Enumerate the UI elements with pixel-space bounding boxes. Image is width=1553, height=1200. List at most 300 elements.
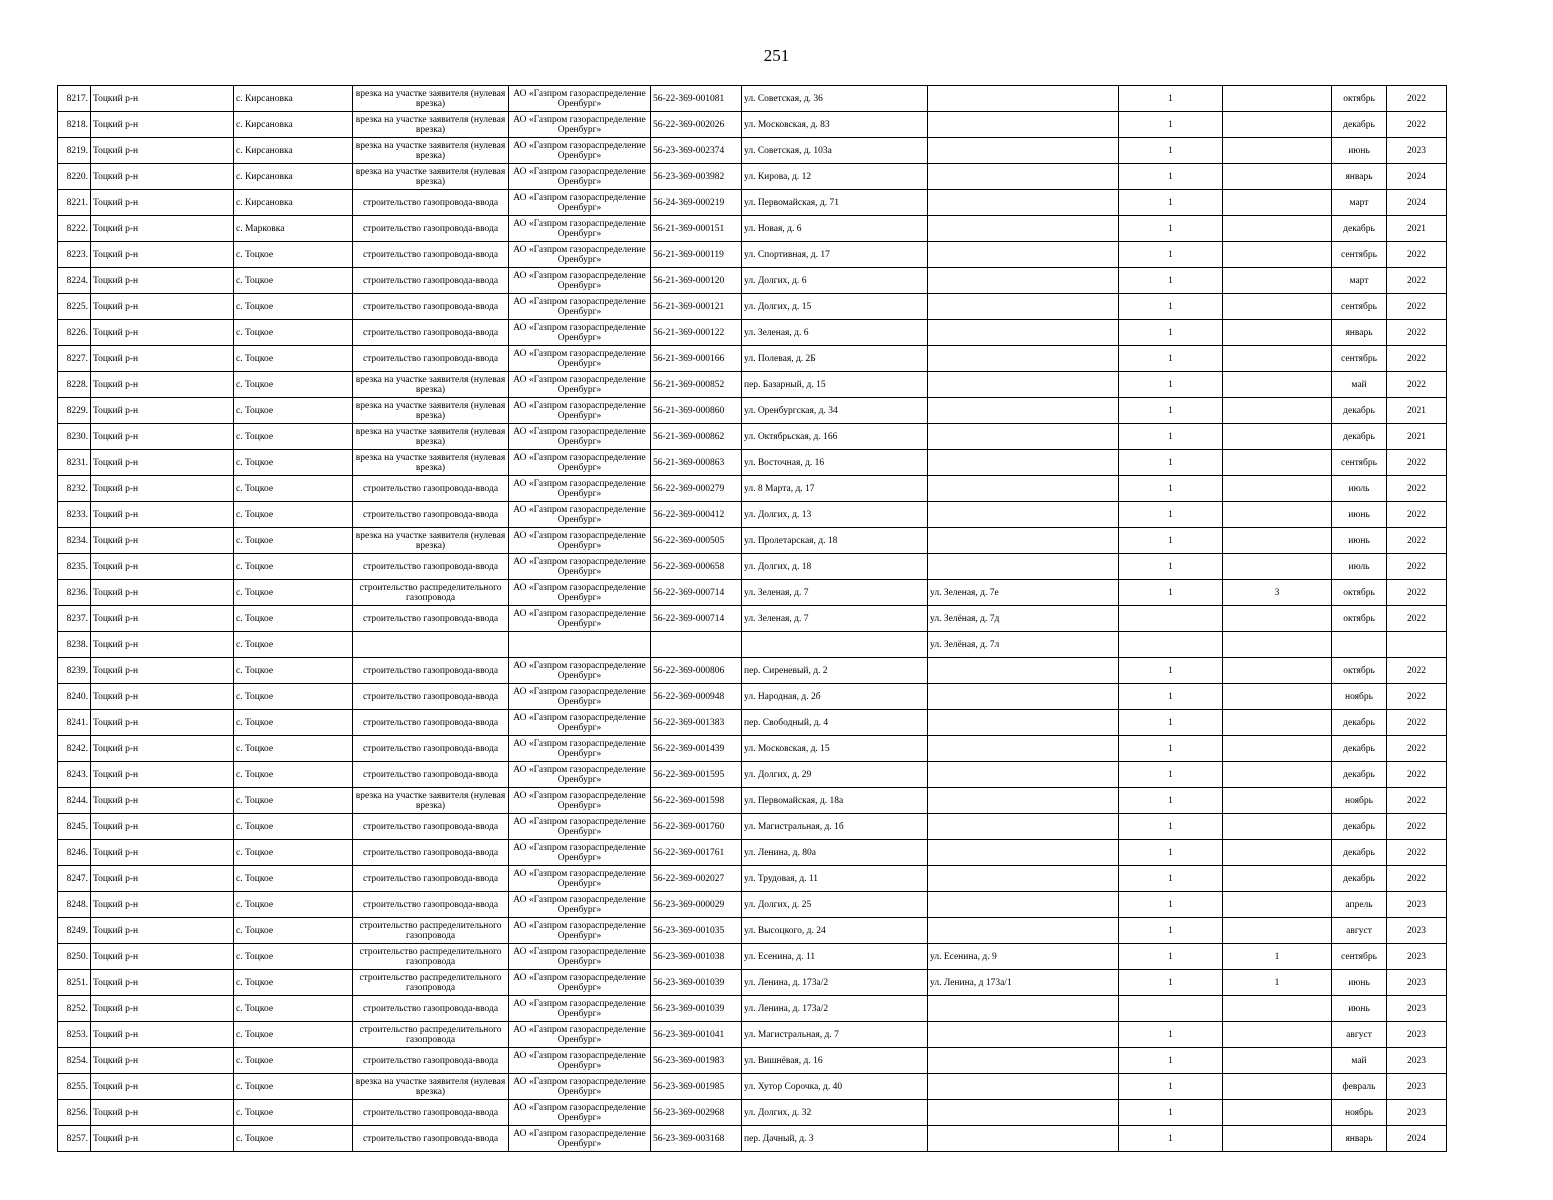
organization-cell: АО «Газпром газораспределение Оренбург» [509,242,651,268]
address-cell: ул. Советская, д. 103а [742,138,928,164]
work-type-cell: врезка на участке заявителя (нулевая врезка) [353,112,509,138]
table-row [58,996,1447,1022]
work-type-cell: строительство газопровода-ввода [353,268,509,294]
application-code-cell: 56-23-369-003168 [651,1126,742,1152]
additional-count-cell [1223,1100,1332,1126]
count-cell: 1 [1119,372,1223,398]
additional-count-cell [1223,1022,1332,1048]
additional-address-cell [928,268,1119,294]
address-cell: ул. Зеленая, д. 7 [742,580,928,606]
work-type-cell: врезка на участке заявителя (нулевая врезка) [353,372,509,398]
count-cell: 1 [1119,1074,1223,1100]
year-cell: 2024 [1387,1126,1447,1152]
month-cell: декабрь [1332,814,1387,840]
year-cell: 2022 [1387,684,1447,710]
district-cell: Тоцкий р-н [91,840,234,866]
additional-address-cell [928,112,1119,138]
village-cell: с. Тоцкое [234,398,353,424]
work-type-cell: строительство газопровода-ввода [353,762,509,788]
organization-cell: АО «Газпром газораспределение Оренбург» [509,1022,651,1048]
application-code-cell: 56-22-369-000806 [651,658,742,684]
additional-count-cell [1223,372,1332,398]
additional-count-cell [1223,658,1332,684]
work-type-cell: строительство газопровода-ввода [353,840,509,866]
work-type-cell: строительство газопровода-ввода [353,1048,509,1074]
work-type-cell: строительство газопровода-ввода [353,606,509,632]
organization-cell: АО «Газпром газораспределение Оренбург» [509,86,651,112]
organization-cell: АО «Газпром газораспределение Оренбург» [509,580,651,606]
work-type-cell: строительство газопровода-ввода [353,736,509,762]
additional-count-cell [1223,268,1332,294]
year-cell: 2024 [1387,190,1447,216]
row-number-cell: 8245. [58,814,91,840]
additional-count-cell [1223,736,1332,762]
count-cell: 1 [1119,944,1223,970]
table-row [58,554,1447,580]
district-cell: Тоцкий р-н [91,970,234,996]
work-type-cell: строительство газопровода-ввода [353,1126,509,1152]
year-cell: 2022 [1387,762,1447,788]
district-cell: Тоцкий р-н [91,372,234,398]
month-cell: апрель [1332,892,1387,918]
month-cell: октябрь [1332,86,1387,112]
application-code-cell: 56-22-369-000279 [651,476,742,502]
organization-cell: АО «Газпром газораспределение Оренбург» [509,814,651,840]
organization-cell: АО «Газпром газораспределение Оренбург» [509,528,651,554]
count-cell: 1 [1119,424,1223,450]
additional-count-cell: 3 [1223,580,1332,606]
application-code-cell: 56-23-369-002374 [651,138,742,164]
additional-count-cell [1223,424,1332,450]
table-row [58,866,1447,892]
application-code-cell: 56-22-369-000714 [651,606,742,632]
additional-address-cell [928,138,1119,164]
district-cell: Тоцкий р-н [91,242,234,268]
address-cell: ул. Советская, д. 36 [742,86,928,112]
address-cell: пер. Базарный, д. 15 [742,372,928,398]
additional-count-cell [1223,294,1332,320]
work-type-cell [353,632,509,658]
application-code-cell: 56-23-369-000029 [651,892,742,918]
count-cell: 1 [1119,112,1223,138]
additional-address-cell [928,866,1119,892]
additional-count-cell [1223,606,1332,632]
additional-address-cell [928,528,1119,554]
month-cell: июль [1332,476,1387,502]
year-cell: 2022 [1387,320,1447,346]
district-cell: Тоцкий р-н [91,1074,234,1100]
row-number-cell: 8230. [58,424,91,450]
application-code-cell: 56-22-369-001081 [651,86,742,112]
table-row [58,320,1447,346]
table-row [58,190,1447,216]
additional-address-cell [928,684,1119,710]
additional-address-cell [928,1100,1119,1126]
address-cell: ул. Первомайская, д. 71 [742,190,928,216]
year-cell: 2023 [1387,138,1447,164]
address-cell: ул. 8 Марта, д. 17 [742,476,928,502]
row-number-cell: 8243. [58,762,91,788]
table-row [58,1048,1447,1074]
village-cell: с. Тоцкое [234,268,353,294]
additional-count-cell [1223,164,1332,190]
organization-cell: АО «Газпром газораспределение Оренбург» [509,294,651,320]
district-cell: Тоцкий р-н [91,1048,234,1074]
organization-cell: АО «Газпром газораспределение Оренбург» [509,944,651,970]
district-cell: Тоцкий р-н [91,554,234,580]
month-cell: июнь [1332,502,1387,528]
month-cell: ноябрь [1332,788,1387,814]
village-cell: с. Тоцкое [234,658,353,684]
row-number-cell: 8254. [58,1048,91,1074]
month-cell: декабрь [1332,762,1387,788]
month-cell: август [1332,918,1387,944]
work-type-cell: врезка на участке заявителя (нулевая врезка) [353,398,509,424]
organization-cell: АО «Газпром газораспределение Оренбург» [509,476,651,502]
row-number-cell: 8225. [58,294,91,320]
village-cell: с. Тоцкое [234,502,353,528]
table-row [58,788,1447,814]
row-number-cell: 8244. [58,788,91,814]
work-type-cell: строительство газопровода-ввода [353,814,509,840]
table-row [58,840,1447,866]
work-type-cell: строительство газопровода-ввода [353,216,509,242]
village-cell: с. Тоцкое [234,1074,353,1100]
table-row [58,918,1447,944]
row-number-cell: 8255. [58,1074,91,1100]
organization-cell: АО «Газпром газораспределение Оренбург» [509,892,651,918]
table-row [58,944,1447,970]
month-cell: октябрь [1332,606,1387,632]
row-number-cell: 8224. [58,268,91,294]
organization-cell: АО «Газпром газораспределение Оренбург» [509,554,651,580]
row-number-cell: 8239. [58,658,91,684]
address-cell [742,632,928,658]
application-code-cell: 56-22-369-000714 [651,580,742,606]
table-row [58,528,1447,554]
page-number: 251 [763,46,790,65]
additional-count-cell [1223,996,1332,1022]
application-code-cell: 56-21-369-000166 [651,346,742,372]
district-cell: Тоцкий р-н [91,476,234,502]
application-code-cell: 56-22-369-001761 [651,840,742,866]
table-row [58,502,1447,528]
application-code-cell: 56-21-369-000122 [651,320,742,346]
count-cell: 1 [1119,788,1223,814]
row-number-cell: 8246. [58,840,91,866]
additional-count-cell [1223,502,1332,528]
village-cell: с. Тоцкое [234,1100,353,1126]
count-cell: 1 [1119,762,1223,788]
village-cell: с. Тоцкое [234,1048,353,1074]
month-cell: декабрь [1332,424,1387,450]
village-cell: с. Тоцкое [234,736,353,762]
district-cell: Тоцкий р-н [91,138,234,164]
year-cell: 2023 [1387,970,1447,996]
additional-count-cell [1223,788,1332,814]
count-cell: 1 [1119,346,1223,372]
work-type-cell: строительство распределительного газопровода [353,580,509,606]
application-code-cell: 56-22-369-000412 [651,502,742,528]
district-cell: Тоцкий р-н [91,398,234,424]
additional-address-cell [928,1074,1119,1100]
month-cell: январь [1332,164,1387,190]
table-row [58,346,1447,372]
additional-address-cell [928,398,1119,424]
count-cell: 1 [1119,1048,1223,1074]
additional-address-cell [928,372,1119,398]
month-cell: сентябрь [1332,944,1387,970]
additional-address-cell: ул. Ленина, д 173а/1 [928,970,1119,996]
application-code-cell: 56-22-369-002027 [651,866,742,892]
row-number-cell: 8247. [58,866,91,892]
work-type-cell: врезка на участке заявителя (нулевая врезка) [353,1074,509,1100]
row-number-cell: 8221. [58,190,91,216]
count-cell: 1 [1119,918,1223,944]
additional-count-cell [1223,554,1332,580]
table-row [58,892,1447,918]
additional-address-cell [928,996,1119,1022]
application-code-cell: 56-21-369-000860 [651,398,742,424]
address-cell: ул. Зеленая, д. 6 [742,320,928,346]
village-cell: с. Тоцкое [234,554,353,580]
work-type-cell: врезка на участке заявителя (нулевая врезка) [353,528,509,554]
address-cell: ул. Магистральная, д. 7 [742,1022,928,1048]
table-row [58,86,1447,112]
row-number-cell: 8251. [58,970,91,996]
work-type-cell: врезка на участке заявителя (нулевая врезка) [353,424,509,450]
address-cell: ул. Московская, д. 83 [742,112,928,138]
address-cell: ул. Вишнёвая, д. 16 [742,1048,928,1074]
table-row [58,424,1447,450]
application-code-cell: 56-23-369-001038 [651,944,742,970]
month-cell [1332,632,1387,658]
table-row [58,632,1447,658]
organization-cell: АО «Газпром газораспределение Оренбург» [509,112,651,138]
month-cell: декабрь [1332,710,1387,736]
additional-count-cell [1223,840,1332,866]
district-cell: Тоцкий р-н [91,294,234,320]
additional-address-cell [928,736,1119,762]
row-number-cell: 8249. [58,918,91,944]
month-cell: декабрь [1332,112,1387,138]
row-number-cell: 8248. [58,892,91,918]
organization-cell: АО «Газпром газораспределение Оренбург» [509,424,651,450]
additional-count-cell: 1 [1223,944,1332,970]
village-cell: с. Кирсановка [234,112,353,138]
count-cell: 1 [1119,242,1223,268]
district-cell: Тоцкий р-н [91,710,234,736]
year-cell: 2021 [1387,216,1447,242]
district-cell: Тоцкий р-н [91,424,234,450]
organization-cell: АО «Газпром газораспределение Оренбург» [509,658,651,684]
additional-address-cell [928,762,1119,788]
year-cell: 2023 [1387,1048,1447,1074]
address-cell: ул. Долгих, д. 29 [742,762,928,788]
village-cell: с. Тоцкое [234,788,353,814]
village-cell: с. Тоцкое [234,294,353,320]
count-cell: 1 [1119,294,1223,320]
address-cell: ул. Ленина, д. 80а [742,840,928,866]
work-type-cell: строительство газопровода-ввода [353,294,509,320]
row-number-cell: 8238. [58,632,91,658]
organization-cell: АО «Газпром газораспределение Оренбург» [509,216,651,242]
address-cell: ул. Трудовая, д. 11 [742,866,928,892]
count-cell: 1 [1119,684,1223,710]
count-cell: 1 [1119,658,1223,684]
additional-count-cell [1223,684,1332,710]
village-cell: с. Тоцкое [234,528,353,554]
village-cell: с. Кирсановка [234,190,353,216]
work-type-cell: врезка на участке заявителя (нулевая врезка) [353,86,509,112]
table-row [58,606,1447,632]
district-cell: Тоцкий р-н [91,190,234,216]
month-cell: июнь [1332,996,1387,1022]
work-type-cell: врезка на участке заявителя (нулевая врезка) [353,164,509,190]
month-cell: январь [1332,1126,1387,1152]
month-cell: июль [1332,554,1387,580]
count-cell: 1 [1119,320,1223,346]
organization-cell: АО «Газпром газораспределение Оренбург» [509,710,651,736]
district-cell: Тоцкий р-н [91,944,234,970]
application-code-cell: 56-21-369-000120 [651,268,742,294]
organization-cell: АО «Газпром газораспределение Оренбург» [509,450,651,476]
organization-cell: АО «Газпром газораспределение Оренбург» [509,606,651,632]
table-row [58,268,1447,294]
village-cell: с. Марковка [234,216,353,242]
address-cell: ул. Оренбургская, д. 34 [742,398,928,424]
month-cell: октябрь [1332,658,1387,684]
additional-address-cell [928,840,1119,866]
year-cell: 2022 [1387,476,1447,502]
work-type-cell: строительство газопровода-ввода [353,996,509,1022]
count-cell: 1 [1119,1126,1223,1152]
table-row [58,476,1447,502]
application-code-cell: 56-22-369-001439 [651,736,742,762]
count-cell: 1 [1119,164,1223,190]
organization-cell: АО «Газпром газораспределение Оренбург» [509,138,651,164]
additional-address-cell [928,476,1119,502]
row-number-cell: 8227. [58,346,91,372]
count-cell: 1 [1119,138,1223,164]
additional-count-cell [1223,242,1332,268]
count-cell: 1 [1119,476,1223,502]
village-cell: с. Тоцкое [234,424,353,450]
row-number-cell: 8237. [58,606,91,632]
additional-address-cell: ул. Зелёная, д. 7д [928,606,1119,632]
address-cell: ул. Есенина, д. 11 [742,944,928,970]
application-code-cell: 56-22-369-002026 [651,112,742,138]
additional-count-cell [1223,814,1332,840]
year-cell: 2022 [1387,242,1447,268]
count-cell: 1 [1119,216,1223,242]
work-type-cell: строительство распределительного газопровода [353,970,509,996]
district-cell: Тоцкий р-н [91,632,234,658]
month-cell: сентябрь [1332,450,1387,476]
additional-address-cell [928,1048,1119,1074]
count-cell: 1 [1119,814,1223,840]
additional-address-cell [928,1126,1119,1152]
month-cell: сентябрь [1332,294,1387,320]
month-cell: декабрь [1332,840,1387,866]
application-code-cell: 56-23-369-003982 [651,164,742,190]
village-cell: с. Тоцкое [234,970,353,996]
address-cell: ул. Магистральная, д. 1б [742,814,928,840]
address-cell: ул. Долгих, д. 32 [742,1100,928,1126]
count-cell [1119,606,1223,632]
table-row [58,762,1447,788]
additional-count-cell [1223,216,1332,242]
address-cell: ул. Хутор Сорочка, д. 40 [742,1074,928,1100]
organization-cell: АО «Газпром газораспределение Оренбург» [509,918,651,944]
additional-count-cell [1223,866,1332,892]
village-cell: с. Тоцкое [234,1126,353,1152]
organization-cell: АО «Газпром газораспределение Оренбург» [509,1048,651,1074]
table-row [58,1100,1447,1126]
additional-count-cell [1223,138,1332,164]
address-cell: ул. Долгих, д. 13 [742,502,928,528]
address-cell: ул. Ленина, д. 173а/2 [742,996,928,1022]
month-cell: февраль [1332,1074,1387,1100]
year-cell: 2022 [1387,346,1447,372]
count-cell [1119,632,1223,658]
month-cell: март [1332,190,1387,216]
additional-address-cell [928,918,1119,944]
work-type-cell: строительство газопровода-ввода [353,1100,509,1126]
table-row [58,242,1447,268]
additional-address-cell [928,554,1119,580]
row-number-cell: 8235. [58,554,91,580]
count-cell: 1 [1119,1022,1223,1048]
address-cell: ул. Восточная, д. 16 [742,450,928,476]
year-cell: 2022 [1387,840,1447,866]
address-cell: пер. Дачный, д. 3 [742,1126,928,1152]
organization-cell: АО «Газпром газораспределение Оренбург» [509,1126,651,1152]
additional-count-cell [1223,86,1332,112]
district-cell: Тоцкий р-н [91,346,234,372]
village-cell: с. Тоцкое [234,476,353,502]
application-code-cell: 56-23-369-001983 [651,1048,742,1074]
district-cell: Тоцкий р-н [91,112,234,138]
count-cell: 1 [1119,970,1223,996]
organization-cell: АО «Газпром газораспределение Оренбург» [509,398,651,424]
application-code-cell: 56-21-369-000151 [651,216,742,242]
application-code-cell: 56-22-369-001383 [651,710,742,736]
work-type-cell: строительство газопровода-ввода [353,554,509,580]
application-code-cell: 56-21-369-000852 [651,372,742,398]
month-cell: ноябрь [1332,684,1387,710]
organization-cell: АО «Газпром газораспределение Оренбург» [509,1100,651,1126]
application-code-cell: 56-23-369-001039 [651,970,742,996]
work-type-cell: строительство распределительного газопровода [353,944,509,970]
organization-cell: АО «Газпром газораспределение Оренбург» [509,164,651,190]
district-cell: Тоцкий р-н [91,268,234,294]
year-cell: 2023 [1387,918,1447,944]
additional-count-cell [1223,632,1332,658]
additional-count-cell [1223,710,1332,736]
month-cell: январь [1332,320,1387,346]
year-cell [1387,632,1447,658]
year-cell: 2022 [1387,606,1447,632]
address-cell: пер. Сиреневый, д. 2 [742,658,928,684]
year-cell: 2022 [1387,268,1447,294]
year-cell: 2022 [1387,502,1447,528]
year-cell: 2022 [1387,294,1447,320]
village-cell: с. Тоцкое [234,346,353,372]
row-number-cell: 8217. [58,86,91,112]
village-cell: с. Кирсановка [234,164,353,190]
organization-cell: АО «Газпром газораспределение Оренбург» [509,684,651,710]
